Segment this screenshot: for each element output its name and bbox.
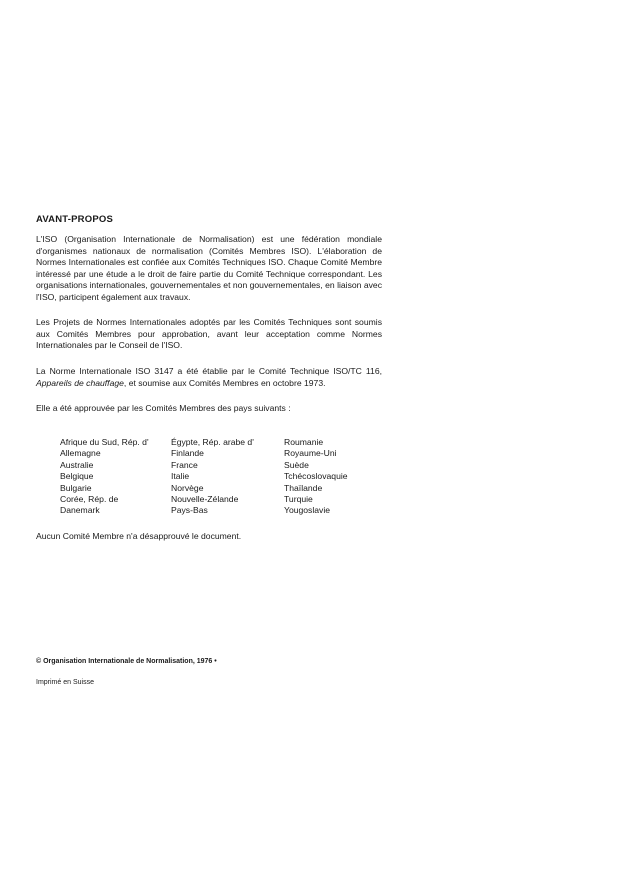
country-item: Corée, Rép. de	[60, 494, 119, 505]
country-item: Yougoslavie	[284, 505, 331, 516]
country-item: Thaïlande	[284, 482, 323, 493]
country-item: Égypte, Rép. arabe d'	[171, 437, 254, 447]
country-item: Danemark	[60, 505, 100, 516]
paragraph-standard-origin	[36, 366, 382, 389]
origin-text-start: La Norme Internationale ISO 3147 a été établie par le Comité Technique ISO/TC 116,	[36, 366, 382, 376]
page-title: AVANT-PROPOS	[36, 214, 113, 225]
country-item: Afrique du Sud, Rép. d'	[60, 437, 149, 447]
paragraph-no-disapproval: Aucun Comité Membre n'a désapprouvé le document.	[36, 531, 242, 541]
country-column-1	[60, 437, 149, 517]
country-item: France	[171, 459, 198, 470]
country-item: Turquie	[284, 494, 313, 505]
paragraph-approval: Elle a été approuvée par les Comités Membres des pays suivants :	[36, 403, 291, 413]
copyright-notice: © Organisation Internationale de Normalisation, 1976 •	[36, 658, 217, 665]
country-item: Allemagne	[60, 448, 101, 459]
country-item: Nouvelle-Zélande	[171, 494, 239, 505]
country-column-3	[284, 437, 348, 517]
country-item: Suède	[284, 459, 309, 470]
paragraph-draft-standards: Les Projets de Normes Internationales adoptés par les Comités Techniques sont soumis aux Comités Membres pour approbation, avant leur acceptation comme Normes Internationales par le Conseil de l'ISO.	[36, 317, 382, 350]
origin-text-end: , et soumise aux Comités Membres en octobre 1973.	[123, 377, 326, 388]
country-item: Norvège	[171, 482, 204, 493]
country-item: Australie	[60, 459, 94, 470]
country-item: Belgique	[60, 471, 94, 482]
printed-in: Imprimé en Suisse	[36, 679, 94, 686]
paragraph-iso-intro: L'ISO (Organisation Internationale de Normalisation) est une fédération mondiale d'organismes nationaux de normalisation (Comités Membres ISO). L'élaboration de Normes Internationales est confiée aux Comités Techniques ISO. Chaque Comité Membre intéressé par une étude a le droit de faire partie du Comité Technique correspondant. Les organisations internationales, gouvernementales et non gouvernementales, en liaison avec l'ISO, participent également aux travaux.	[36, 234, 382, 302]
country-item: Finlande	[171, 448, 204, 459]
committee-title: Appareils de chauffage	[36, 377, 124, 388]
country-item: Royaume-Uni	[284, 448, 337, 459]
country-item: Pays-Bas	[171, 505, 208, 516]
country-column-2	[171, 437, 254, 517]
country-item: Bulgarie	[60, 482, 92, 493]
country-item: Roumanie	[284, 437, 324, 447]
country-item: Italie	[171, 471, 190, 482]
country-item: Tchécoslovaquie	[284, 471, 348, 482]
